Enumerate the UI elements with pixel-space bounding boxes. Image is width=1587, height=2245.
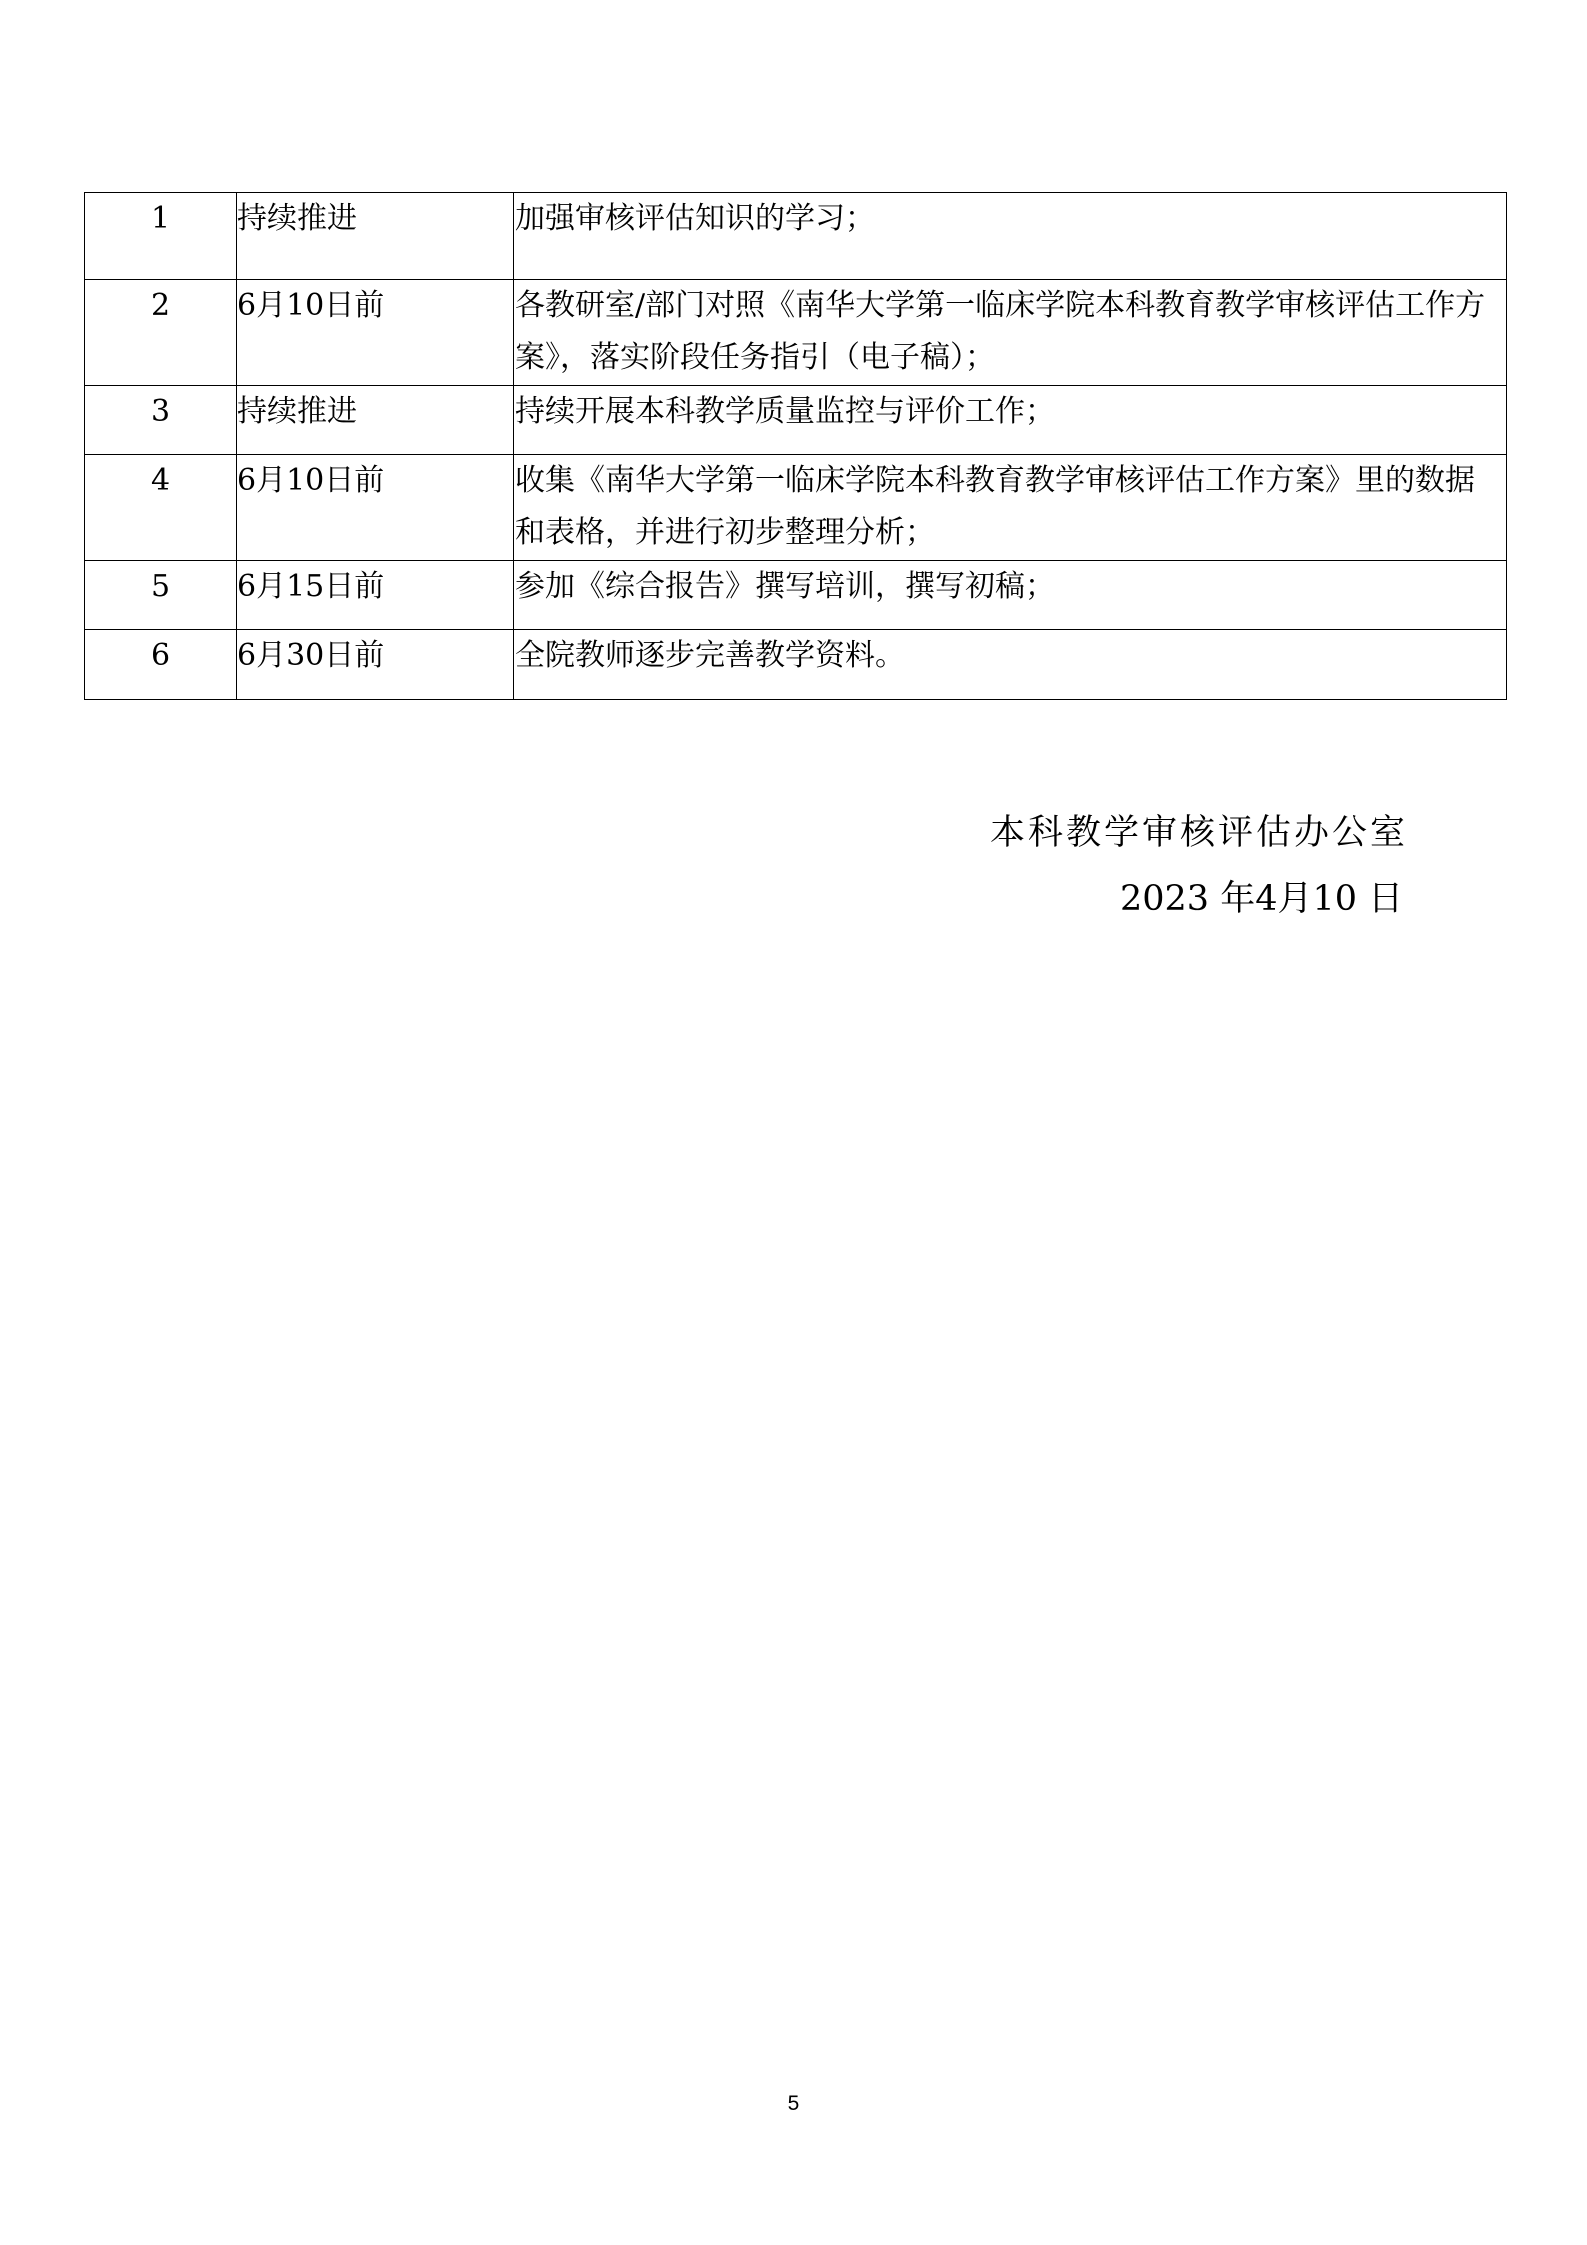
page-number: 5 [787, 2092, 800, 2115]
row-task: 各教研室/部门对照《南华大学第一临床学院本科教育教学审核评估工作方案》，落实阶段任务指引（电子稿）； [514, 280, 1507, 386]
row-number: 3 [85, 386, 237, 455]
row-number: 4 [85, 455, 237, 561]
row-number: 6 [85, 630, 237, 700]
table-row [85, 630, 1507, 700]
row-time: 6月10日前 [237, 455, 514, 561]
row-task: 加强审核评估知识的学习； [514, 193, 1507, 280]
row-number: 2 [85, 280, 237, 386]
row-time: 持续推进 [237, 386, 514, 455]
row-task: 参加《综合报告》撰写培训，撰写初稿； [514, 561, 1507, 630]
signature-block [990, 800, 1450, 932]
row-time: 6月10日前 [237, 280, 514, 386]
row-task: 持续开展本科教学质量监控与评价工作； [514, 386, 1507, 455]
table-row [85, 386, 1507, 455]
table-row [85, 280, 1507, 386]
table-row [85, 455, 1507, 561]
row-number: 1 [85, 193, 237, 280]
row-task: 全院教师逐步完善教学资料。 [514, 630, 1507, 700]
schedule-table [84, 192, 1507, 700]
signature-date: 2023 年4月10 日 [1120, 879, 1404, 919]
table-row [85, 561, 1507, 630]
signature-office: 本科教学审核评估办公室 [990, 813, 1409, 853]
row-time: 6月15日前 [237, 561, 514, 630]
row-time: 持续推进 [237, 193, 514, 280]
table-row [85, 193, 1507, 280]
row-task: 收集《南华大学第一临床学院本科教育教学审核评估工作方案》里的数据和表格，并进行初步整理分析； [514, 455, 1507, 561]
row-time: 6月30日前 [237, 630, 514, 700]
row-number: 5 [85, 561, 237, 630]
